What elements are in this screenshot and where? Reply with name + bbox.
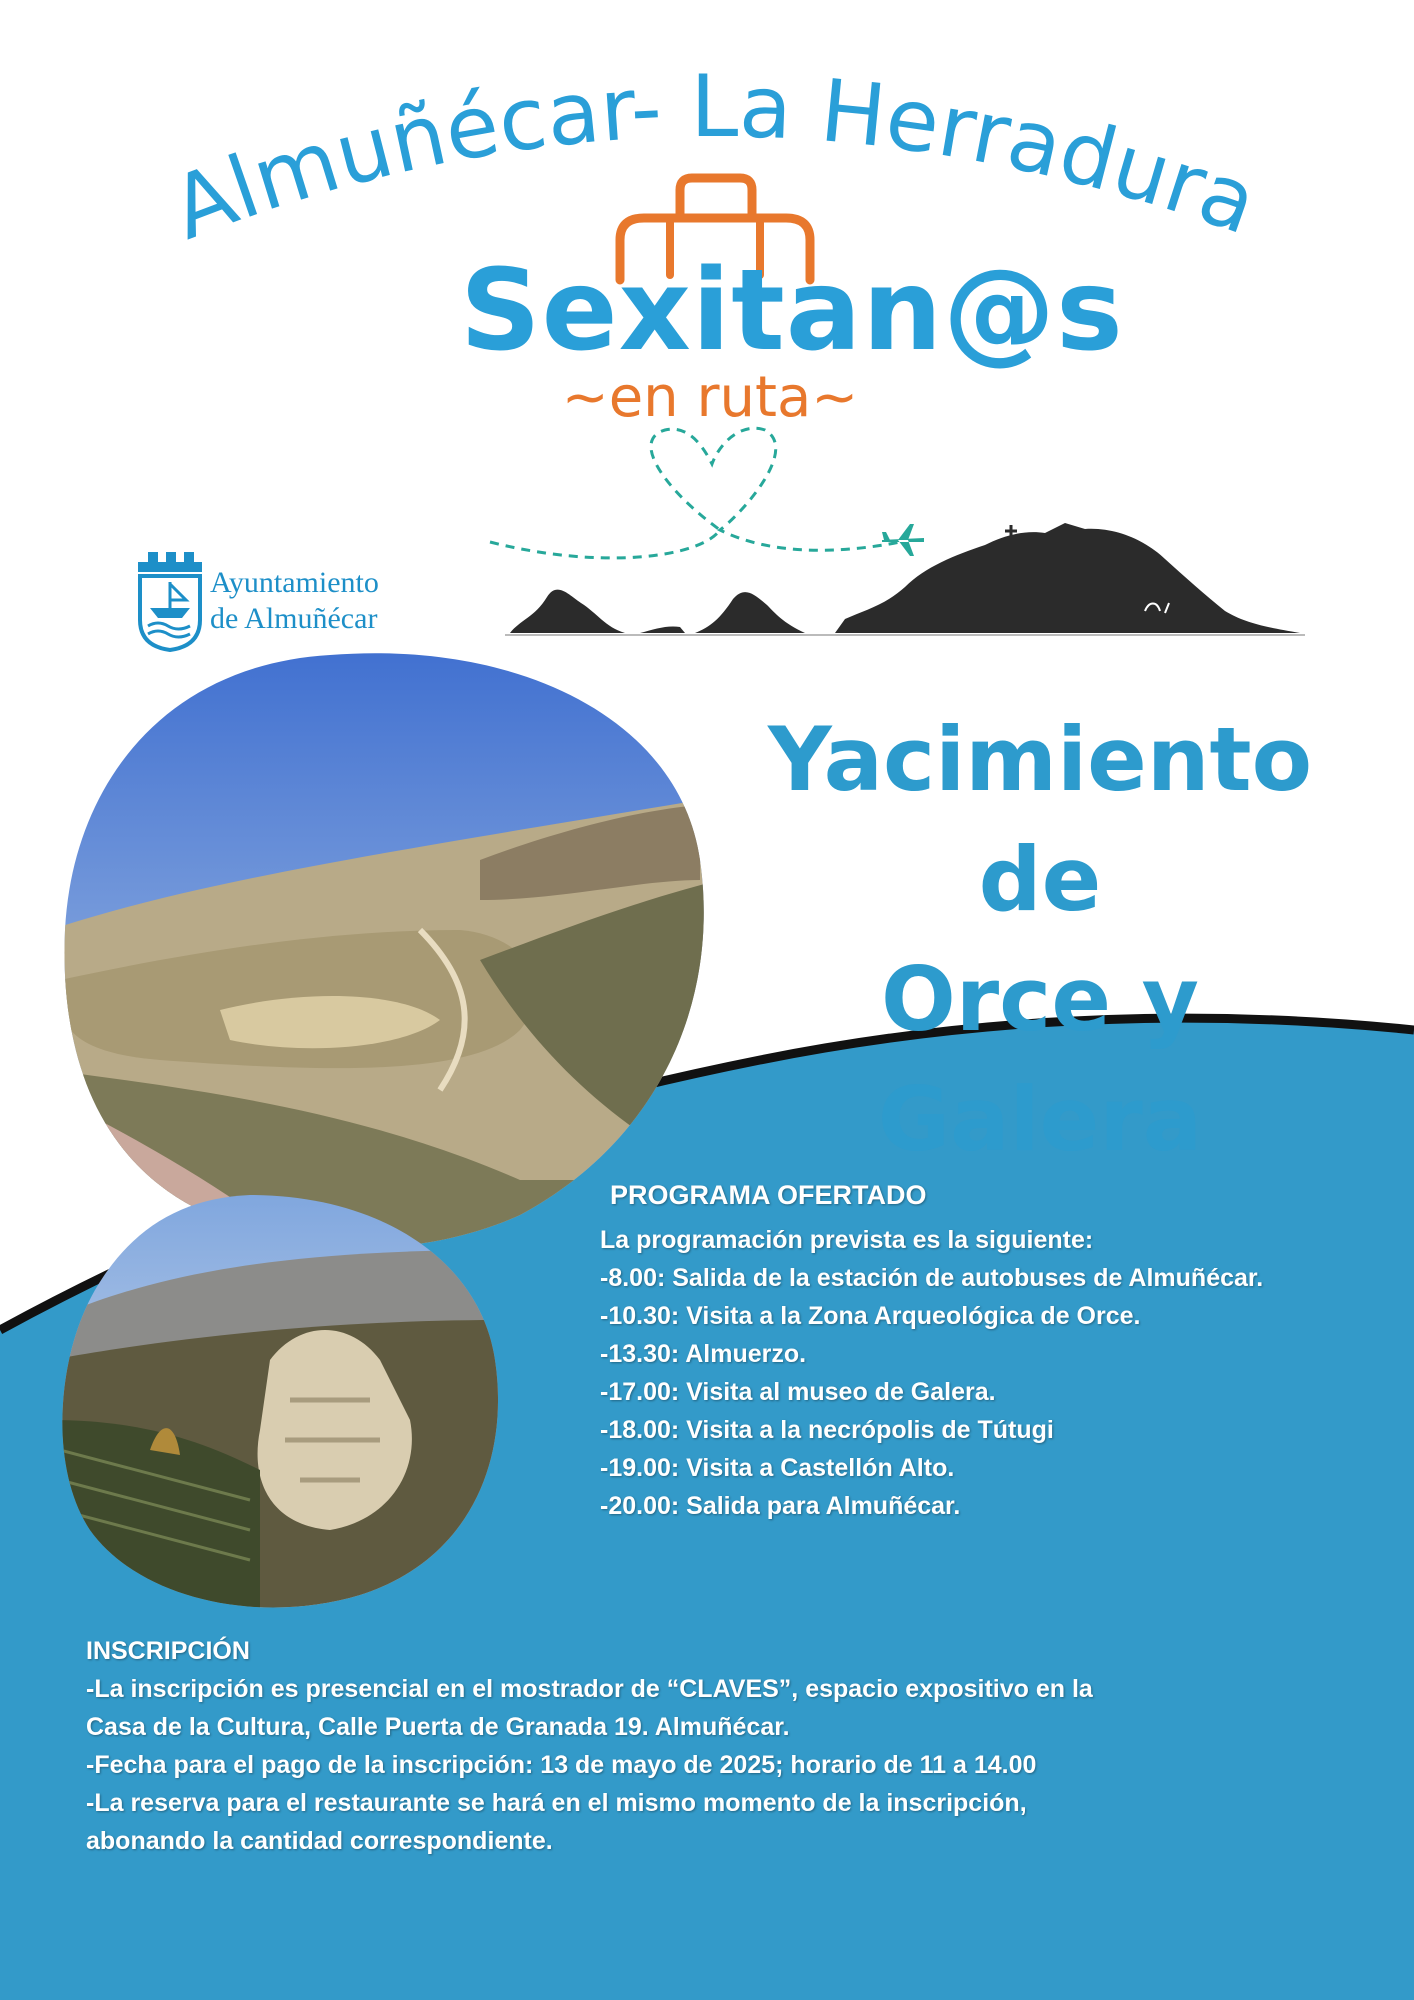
program-item: -13.30: Almuerzo. [600,1340,807,1368]
event-title-line-1: Yacimiento de [767,708,1313,931]
inscription-line: abonando la cantidad correspondiente. [86,1827,553,1855]
program-item: -19.00: Visita a Castellón Alto. [600,1454,955,1482]
brand-name: Sexitan@s [460,246,1124,376]
municipality-line-2: de Almuñécar [210,602,378,635]
program-item: -18.00: Visita a la necrópolis de Tútugi [600,1416,1054,1444]
inscription-line: -Fecha para el pago de la inscripción: 13 de mayo de 2025; horario de 11 a 14.00 [86,1751,1037,1779]
program-section [600,1180,1380,1525]
arc-title-text: Almuñécar- La Herradura [159,57,1270,260]
program-item: -8.00: Salida de la estación de autobuses de Almuñécar. [600,1264,1264,1292]
inscription-line: -La inscripción es presencial en el mostrador de “CLAVES”, espacio expositivo en la [86,1675,1093,1703]
brand-tagline: ~en ruta~ [561,365,859,430]
galera-landscape-photo [50,1190,510,1610]
inscription-heading: INSCRIPCIÓN [86,1637,250,1665]
program-item: -10.30: Visita a la Zona Arqueológica de Orce. [600,1302,1141,1330]
inscription-section [86,1632,1326,1860]
program-item: -17.00: Visita al museo de Galera. [600,1378,996,1406]
municipality-line-1: Ayuntamiento [210,566,379,599]
program-list [600,1259,1380,1525]
program-item: -20.00: Salida para Almuñécar. [600,1492,961,1520]
event-title-line-2: Orce y Galera [877,948,1203,1171]
inscription-line: Casa de la Cultura, Calle Puerta de Granada 19. Almuñécar. [86,1713,790,1741]
program-intro: La programación prevista es la siguiente: [600,1226,1094,1254]
inscription-line: -La reserva para el restaurante se hará en el mismo momento de la inscripción, [86,1789,1027,1817]
program-heading: PROGRAMA OFERTADO [610,1180,927,1210]
